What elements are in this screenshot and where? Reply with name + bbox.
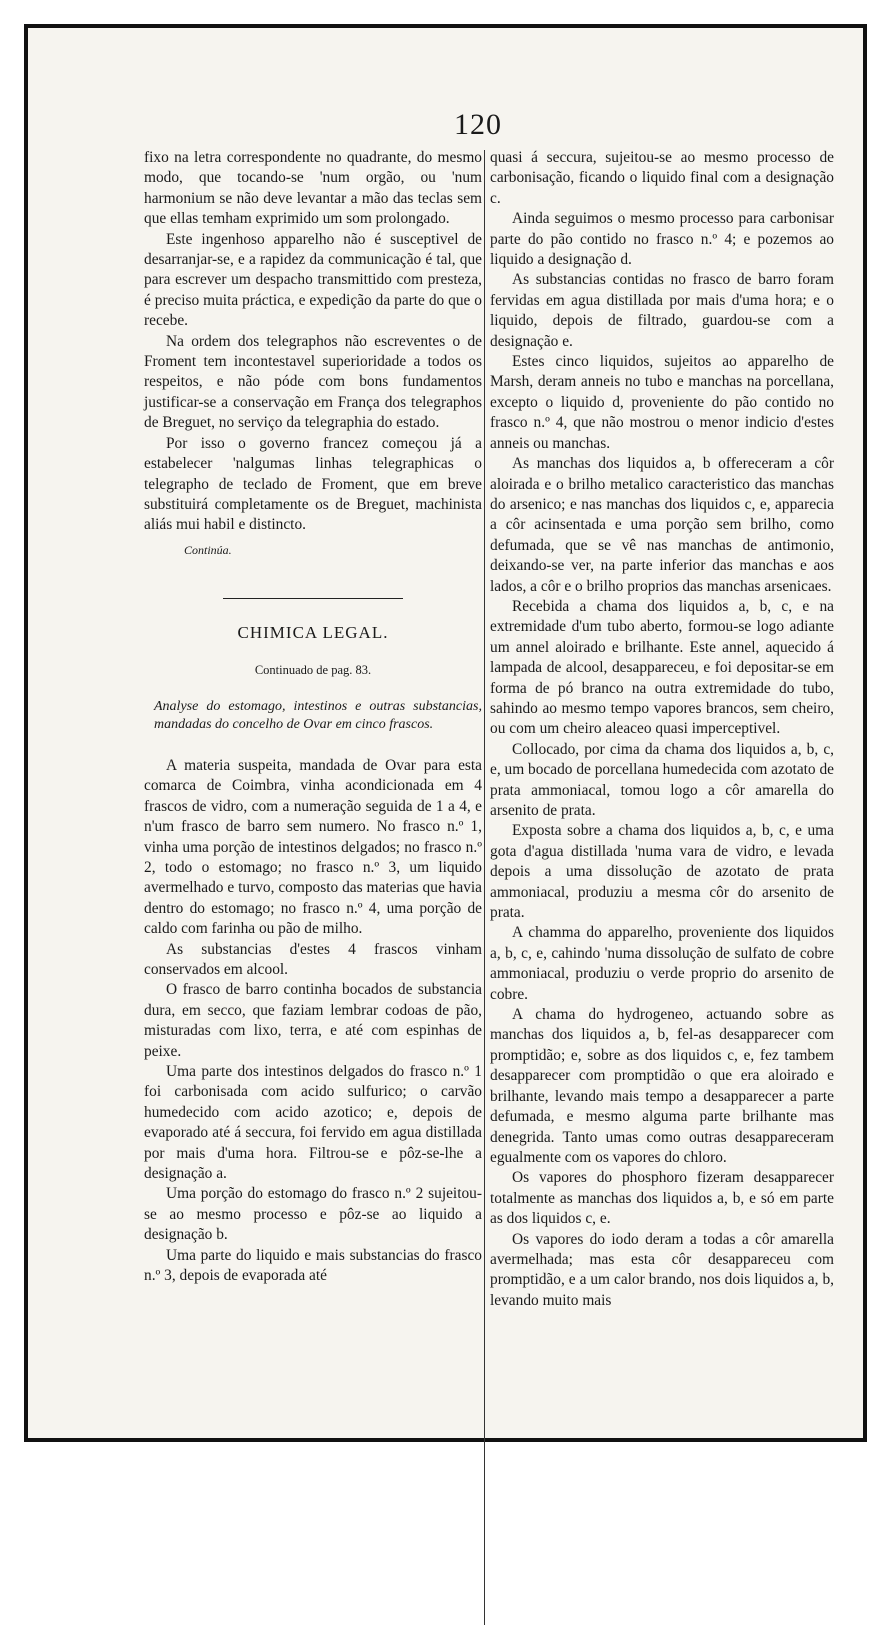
paragraph: Exposta sobre a chama dos liquidos a, b, c, e uma gota d'agua distillada 'numa vara de vidro, e levada depois a uma dissolução de azotato de prata ammoniacal, produziu a mesma côr do arsenito de prata. [490, 822, 834, 922]
paragraph: O frasco de barro continha bocados de substancia dura, em secco, que faziam lembrar codoas de pão, misturadas com lixo, terra, e até com espinhas de peixe. [144, 981, 482, 1060]
paragraph: quasi á seccura, sujeitou-se ao mesmo processo de carbonisação, ficando o liquido final com a designação c. [490, 149, 834, 207]
left-column [144, 148, 482, 1287]
paragraph: Uma porção do estomago do frasco n.º 2 sujeitou-se ao mesmo processo e pôz-se ao liquido a designação b. [144, 1185, 482, 1244]
spacer [144, 734, 482, 756]
paragraph: As manchas dos liquidos a, b offereceram a côr aloirada e o brilho metalico caracteristico das manchas do arsenico; e nas manchas dos liquidos c, e, apparecia a côr acinsentada e uma porção sem brilho, como defumada, que se vê nas manchas de antimonio, deixando-se ver, na parte inferior das manchas e aos lados, a côr e o brilho proprios das manchas arsenicaes. [490, 455, 834, 595]
paragraph: Este ingenhoso apparelho não é susceptivel de desarranjar-se, e a rapidez da communicação é tal, que para escrever um despacho transmittido com presteza, é preciso muita práctica, e expedição da parte do que o recebe. [144, 230, 482, 330]
continued-from: Continuado de pag. 83. [254, 662, 372, 677]
continua-note: Continúa. [184, 542, 232, 557]
analysis-title: Analyse do estomago, intestinos e outras substancias, mandadas do concelho de Ovar em cinco frascos. [154, 698, 482, 732]
paragraph: A materia suspeita, mandada de Ovar para esta comarca de Coimbra, vinha acondicionada em 4 frascos de vidro, com a numeração seguida de 1 a 4, e n'um frasco de barro sem numero. No frasco n.º 1, vinha uma porção de intestinos delgados; no frasco n.º 2, todo o estomago; no frasco n.º 3, um liquido avermelhado e turvo, composto das materias que havia dentro do estomago; no frasco n.º 4, uma porção de caldo com farinha ou pão de milho. [144, 756, 482, 938]
paragraph: Uma parte dos intestinos delgados do frasco n.º 1 foi carbonisada com acido sulfurico; o carvão humedecido com acido azotico; e, depois de evaporado até á seccura, foi fervido em agua distillada por mais d'uma hora. Filtrou-se e pôz-se-lhe a designação a. [144, 1063, 482, 1183]
paragraph: Recebida a chama dos liquidos a, b, c, e na extremidade d'um tubo aberto, formou-se logo adiante um annel aloirado e brilhante. Este annel, aquecido á lampada de alcool, desappareceu, e foi depositar-se em forma de pó branco na outra extremidade do tubo, sahindo ao mesmo tempo vapores brancos, sem cheiro, ou com um cheiro aleaceo quasi imperceptivel. [490, 597, 834, 738]
paragraph: Ainda seguimos o mesmo processo para carbonisar parte do pão contido no frasco n.º 4; e pozemos ao liquido a designação d. [490, 210, 834, 269]
paragraph: Uma parte do liquido e mais substancias do frasco n.º 3, depois de evaporada até [144, 1246, 482, 1285]
paragraph: Estes cinco liquidos, sujeitos ao apparelho de Marsh, deram anneis no tubo e manchas na porcellana, excepto o liquido d, proveniente do pão contido no frasco n.º 4, que não mostrou o menor indicio d'estes anneis ou manchas. [490, 353, 834, 452]
paragraph: Os vapores do iodo deram a todas a côr amarella avermelhada; mas esta côr desappareceu com promptidão, e a um calor brando, nos dois liquidos a, b, levando muito mais [490, 1230, 834, 1309]
right-column [490, 148, 834, 1311]
paragraph: Collocado, por cima da chama dos liquidos a, b, c, e, um bocado de porcellana humedecida com azotato de prata ammoniacal, tomou logo a côr amarella do arsenito de prata. [490, 740, 834, 819]
paragraph: fixo na letra correspondente no quadrante, do mesmo modo, que tocando-se 'num orgão, ou 'num harmonium se não deve levantar a mão das teclas sem que ellas temham exprimido um som prolongado. [144, 149, 482, 228]
page-number: 120 [454, 108, 502, 141]
paragraph: As substancias contidas no frasco de barro foram fervidas em agua distillada por mais d'uma hora; e o liquido, depois de filtrado, guardou-se com a designação e. [490, 271, 834, 350]
paragraph: Por isso o governo francez começou já a estabelecer 'nalgumas linhas telegraphicas o telegrapho de teclado de Froment, que em breve substituirá completamente os de Breguet, machinista aliás mui habil e distincto. [144, 434, 482, 534]
paragraph: Na ordem dos telegraphos não escreventes o de Froment tem incontestavel superioridade a todos os respeitos, e não póde com bons fundamentos justificar-se a conservação em França dos telegraphos de Breguet, no serviço da telegraphia do estado. [144, 332, 482, 432]
paragraph: As substancias d'estes 4 frascos vinham conservados em alcool. [144, 940, 482, 978]
section-title: CHIMICA LEGAL. [237, 623, 389, 643]
book-page [24, 24, 867, 1442]
paragraph: A chamma do apparelho, proveniente dos liquidos a, b, c, e, cahindo 'numa dissolução de sulfato de cobre ammoniacal, produziu o verde proprio do arsenito de cobre. [490, 924, 834, 1003]
paragraph: Os vapores do phosphoro fizeram desapparecer totalmente as manchas dos liquidos a, b, e só em parte as dos liquidos c, e. [490, 1169, 834, 1228]
section-divider [223, 598, 403, 599]
paragraph: A chama do hydrogeneo, actuando sobre as manchas dos liquidos a, b, fel-as desapparecer com promptidão; e, sobre as dos liquidos c, e, fez tambem desapparecer com promptidão o que era aloirado e brilhante, levando mais tempo a desapparecer a parte defumada, e mesmo alguma parte brilhante mas denegrida. Tanto umas como outras desappareceram egualmente com os vapores do chloro. [490, 1006, 834, 1166]
